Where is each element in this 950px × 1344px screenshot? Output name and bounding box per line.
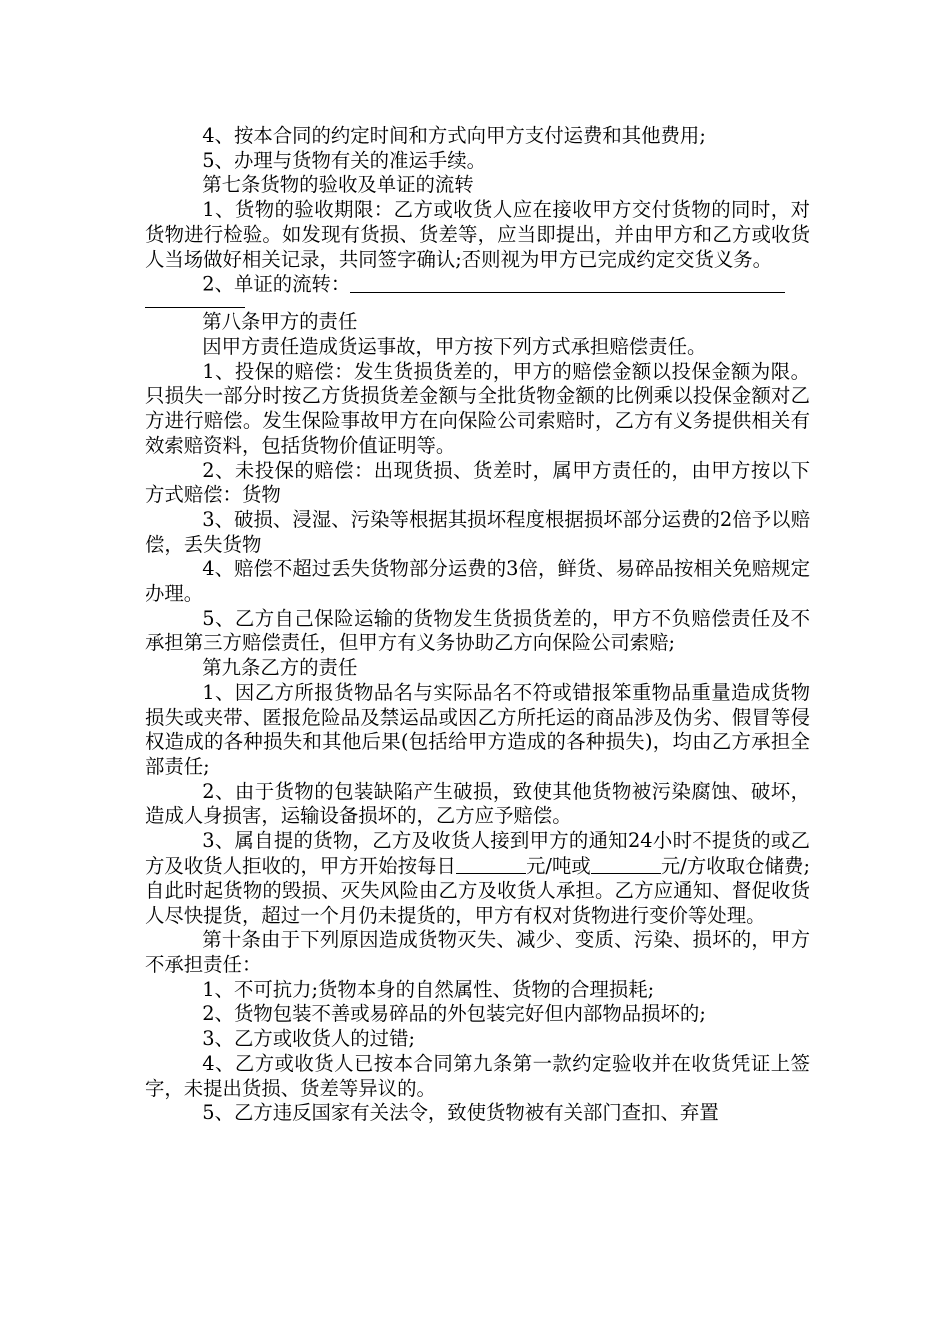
fill-in-blank — [456, 854, 526, 874]
paragraph: 1、货物的验收期限：乙方或收货人应在接收甲方交付货物的同时，对货物进行检验。如发现有货损、货差等，应当即提出，并由甲方和乙方或收货人当场做好相关记录，共同签字确认;否则视为甲方已完成约定交货义务。 — [145, 198, 810, 271]
section-heading-9: 第九条乙方的责任 — [202, 656, 358, 680]
paragraph: 4、赔偿不超过丢失货物部分运费的3倍，鲜货、易碎品按相关免赔规定办理。 — [145, 557, 810, 606]
storage-fee-paragraph — [145, 829, 810, 928]
paragraph: 4、乙方或收货人已按本合同第九条第一款约定验收并在收货凭证上签字，未提出货损、货差等异议的。 — [145, 1051, 810, 1100]
fill-in-blank — [591, 854, 661, 874]
section-heading-10: 第十条由于下列原因造成货物灭失、减少、变质、污染、损坏的，甲方不承担责任： — [145, 928, 810, 976]
document-transfer-label: 2、单证的流转： — [202, 272, 351, 296]
paragraph: 3、乙方或收货人的过错; — [202, 1027, 415, 1051]
contract-page — [145, 124, 810, 1126]
paragraph: 2、未投保的赔偿：出现货损、货差时，属甲方责任的，由甲方按以下方式赔偿：货物 — [145, 458, 810, 507]
fill-in-blank — [350, 272, 785, 292]
fill-in-blank-continuation — [145, 307, 245, 308]
section-heading-7: 第七条货物的验收及单证的流转 — [202, 173, 474, 197]
paragraph: 5、办理与货物有关的准运手续。 — [202, 148, 487, 172]
paragraph: 2、货物包装不善或易碎品的外包装完好但内部物品损坏的; — [202, 1002, 706, 1026]
paragraph: 2、由于货物的包装缺陷产生破损，致使其他货物被污染腐蚀、破坏，造成人身损害，运输设备损坏的，乙方应予赔偿。 — [145, 779, 810, 828]
document-transfer-line — [145, 272, 810, 308]
paragraph: 1、因乙方所报货物品名与实际品名不符或错报笨重物品重量造成货物损失或夹带、匿报危险品及禁运品或因乙方所托运的商品涉及伪劣、假冒等侵权造成的各种损失和其他后果(包括给甲方造成的各种损失)，均由乙方承担全部责任; — [145, 680, 810, 778]
paragraph: 5、乙方自己保险运输的货物发生货损货差的，甲方不负赔偿责任及不承担第三方赔偿责任，但甲方有义务协助乙方向保险公司索赔; — [145, 606, 810, 655]
paragraph: 1、不可抗力;货物本身的自然属性、货物的合理损耗; — [202, 977, 655, 1001]
section-heading-8: 第八条甲方的责任 — [202, 310, 358, 334]
paragraph: 因甲方责任造成货运事故，甲方按下列方式承担赔偿责任。 — [202, 335, 707, 359]
storage-fee-text-2: 元/吨或 — [525, 854, 591, 878]
paragraph: 1、投保的赔偿：发生货损货差的，甲方的赔偿金额以投保金额为限。只损失一部分时按乙方货损货差金额与全批货物金额的比例乘以投保金额对乙方进行赔偿。发生保险事故甲方在向保险公司索赔时，乙方有义务提供相关有效索赔资料，包括货物价值证明等。 — [145, 359, 810, 457]
paragraph: 5、乙方违反国家有关法令，致使货物被有关部门查扣、弃置 — [202, 1101, 719, 1125]
storage-fee-text-1: 3、属自提的货物，乙方及收货人接到甲方的通知24小时不提货的或乙方及收货人拒收的，甲方开始按每日 — [145, 829, 810, 878]
paragraph: 3、破损、浸湿、污染等根据其损坏程度根据损坏部分运费的2倍予以赔偿，丢失货物 — [145, 507, 810, 556]
storage-fee-text-3: 元/方收取仓储费;自此时起货物的毁损、灭失风险由乙方及收货人承担。乙方应通知、督促收货人尽快提货，超过一个月仍未提货的，甲方有权对货物进行变价等处理。 — [145, 854, 810, 927]
paragraph: 4、按本合同的约定时间和方式向甲方支付运费和其他费用; — [202, 124, 706, 147]
